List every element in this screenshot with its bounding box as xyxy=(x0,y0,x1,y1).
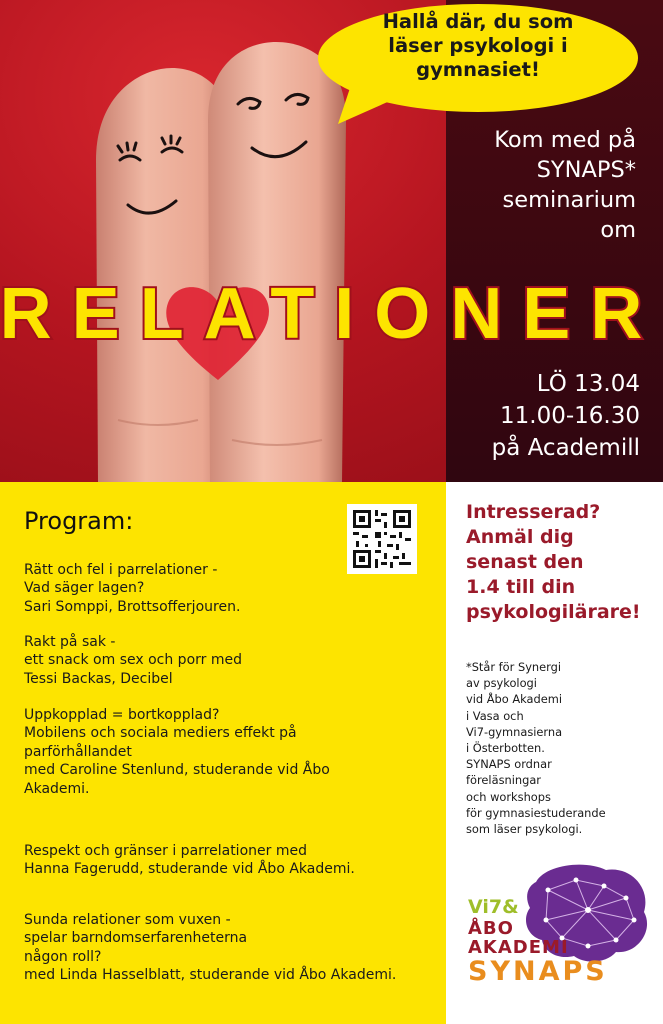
synaps-footnote xyxy=(466,659,658,837)
session-line: Rätt och fel i parrelationer - xyxy=(24,562,218,578)
bubble-line: läser psykologi i xyxy=(388,34,568,57)
footnote-line: SYNAPS ordnar xyxy=(466,757,552,772)
logo-abo: ÅBO xyxy=(468,918,514,939)
session-line: ett snack om sex och porr med xyxy=(24,652,242,669)
session-line: med Caroline Stenlund, studerande vid Åbo xyxy=(24,762,330,779)
signup-callout xyxy=(466,500,658,625)
invite-line: seminarium xyxy=(502,187,636,213)
session-line: Sunda relationer som vuxen - xyxy=(24,912,231,928)
footnote-line: i Vasa och xyxy=(466,708,524,723)
headline-relationer xyxy=(0,268,663,358)
program-session-2 xyxy=(24,633,434,688)
program-session-3 xyxy=(24,706,434,798)
session-line: Sari Somppi, Brottsofferjouren. xyxy=(24,598,241,615)
hero-banner xyxy=(0,0,663,482)
footnote-line: vid Åbo Akademi xyxy=(466,692,563,707)
session-line: Rakt på sak - xyxy=(24,634,116,650)
logo-vi7: Vi7& xyxy=(468,896,519,918)
signup-line: Intresserad? xyxy=(466,501,601,523)
session-line: Akademi. xyxy=(24,780,90,797)
bubble-text xyxy=(352,10,604,82)
footnote-line: som läser psykologi. xyxy=(466,822,583,837)
program-session-1 xyxy=(24,561,434,616)
footnote-line: Vi7-gymnasierna xyxy=(466,724,563,739)
signup-line: psykologilärare! xyxy=(466,601,641,623)
signup-line: 1.4 till din xyxy=(466,576,576,598)
session-line: parförhållandet xyxy=(24,743,132,760)
program-title: Program: xyxy=(24,507,134,535)
invite-line: om xyxy=(600,217,636,243)
footnote-line: och workshops xyxy=(466,789,551,804)
footnote-line: av psykologi xyxy=(466,676,537,691)
signup-line: Anmäl dig xyxy=(466,526,574,548)
session-line: Vad säger lagen? xyxy=(24,580,145,597)
session-line: spelar barndomserfarenheterna xyxy=(24,930,248,947)
session-line: någon roll? xyxy=(24,948,102,965)
bubble-line: Hallå där, du som xyxy=(382,10,574,33)
session-line: Mobilens och sociala mediers effekt på xyxy=(24,725,297,742)
session-line: Respekt och gränser i parrelationer med xyxy=(24,843,307,859)
event-details xyxy=(450,368,640,464)
footnote-line: för gymnasiestuderande xyxy=(466,805,606,820)
footnote-line: *Står för Synergi xyxy=(466,660,562,674)
event-date: LÖ 13.04 xyxy=(536,371,640,397)
footnote-line: i Österbotten. xyxy=(466,741,545,756)
logo-synaps: SYNAPS xyxy=(468,956,608,987)
signup-line: senast den xyxy=(466,551,584,573)
bubble-line: gymnasiet! xyxy=(416,58,540,81)
logo-akademi: AKADEMI xyxy=(468,937,569,958)
program-session-4 xyxy=(24,842,434,879)
session-line: Tessi Backas, Decibel xyxy=(24,670,173,687)
invite-text xyxy=(450,125,636,245)
headline-text: RELATIONER xyxy=(0,274,663,354)
invite-line: Kom med på xyxy=(494,127,636,153)
synaps-logo xyxy=(466,860,656,990)
event-time: 11.00-16.30 xyxy=(500,403,640,429)
footnote-line: föreläsningar xyxy=(466,773,541,788)
session-line: Hanna Fagerudd, studerande vid Åbo Akademi. xyxy=(24,861,355,878)
session-line: Uppkopplad = bortkopplad? xyxy=(24,707,220,723)
program-session-5 xyxy=(24,911,434,985)
invite-line: SYNAPS* xyxy=(536,157,636,183)
event-place: på Academill xyxy=(491,435,640,461)
session-line: med Linda Hasselblatt, studerande vid Åbo Akademi. xyxy=(24,967,397,984)
